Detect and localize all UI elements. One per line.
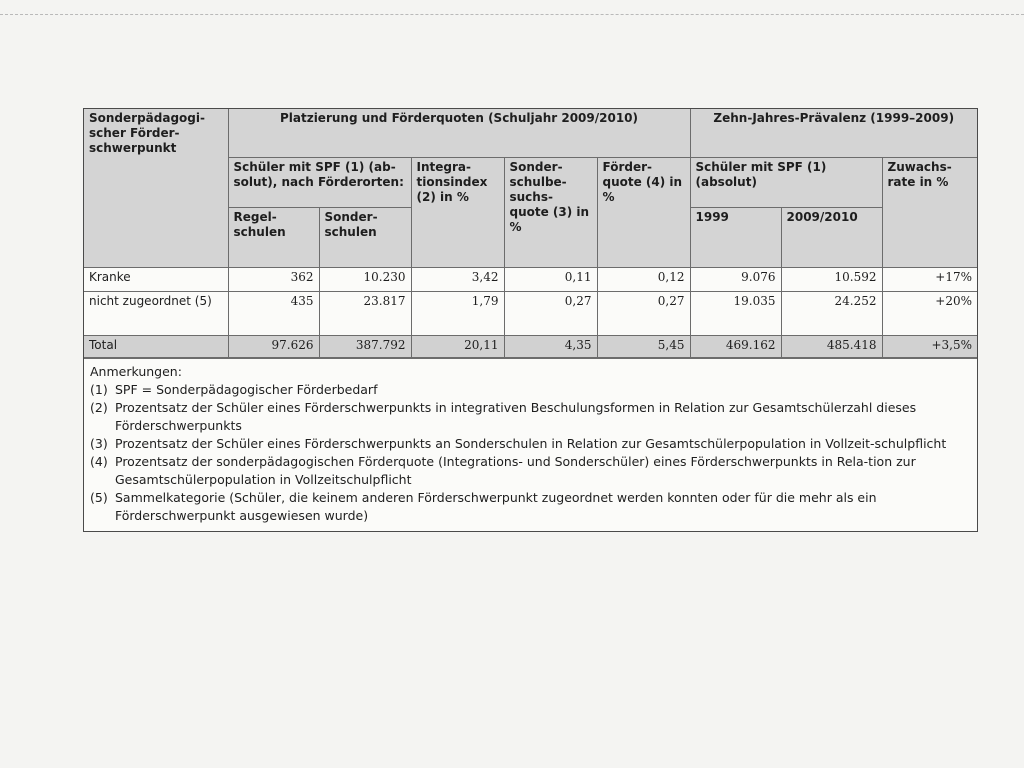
note-number: (4) xyxy=(90,453,108,469)
header-zuwachsrate: Zuwachs-rate in % xyxy=(882,157,977,267)
header-foerderquote: Förder-quote (4) in % xyxy=(597,157,690,267)
row-label: nicht zugeordnet (5) xyxy=(84,291,228,335)
note-text: SPF = Sonderpädagogischer Förderbedarf xyxy=(115,381,378,397)
cell-sonderschulen: 387.792 xyxy=(319,335,411,357)
note-number: (5) xyxy=(90,489,108,505)
header-year-1999: 1999 xyxy=(690,207,781,267)
note-item xyxy=(90,435,971,453)
header-platzierung: Platzierung und Förderquoten (Schuljahr 2009/2010) xyxy=(228,109,690,157)
cell-zuwachsrate: +3,5% xyxy=(882,335,977,357)
notes-list xyxy=(90,381,971,525)
cell-2009: 485.418 xyxy=(781,335,882,357)
note-item xyxy=(90,381,971,399)
header-year-2009: 2009/2010 xyxy=(781,207,882,267)
cell-sonderschulbesuchsquote: 0,27 xyxy=(504,291,597,335)
cell-zuwachsrate: +17% xyxy=(882,267,977,291)
note-text: Prozentsatz der Schüler eines Förderschwerpunkts an Sonderschulen in Relation zur Gesamtschülerpopulation in Vollzeit-schulpflicht xyxy=(115,435,947,451)
data-table xyxy=(84,109,977,358)
cell-2009: 10.592 xyxy=(781,267,882,291)
table-row xyxy=(84,267,977,291)
header-regelschulen: Regel-schulen xyxy=(228,207,319,267)
cell-regelschulen: 362 xyxy=(228,267,319,291)
cell-sonderschulbesuchsquote: 0,11 xyxy=(504,267,597,291)
note-text: Prozentsatz der sonderpädagogischen Förderquote (Integrations- und Sonderschüler) eines Förderschwerpunkts in Rela-tion zur Gesamtschülerpopulation in Vollzeitschulpflicht xyxy=(115,453,916,487)
cell-zuwachsrate: +20% xyxy=(882,291,977,335)
note-number: (3) xyxy=(90,435,108,451)
note-number: (1) xyxy=(90,381,108,397)
header-integrationsindex: Integra-tionsindex (2) in % xyxy=(411,157,504,267)
cell-regelschulen: 97.626 xyxy=(228,335,319,357)
note-text: Prozentsatz der Schüler eines Förderschwerpunkts in integrativen Beschulungsformen in Relation zur Gesamtschülerzahl dieses Förderschwerpunkts xyxy=(115,399,917,433)
cell-sonderschulen: 23.817 xyxy=(319,291,411,335)
cell-foerderquote: 5,45 xyxy=(597,335,690,357)
cell-sonderschulbesuchsquote: 4,35 xyxy=(504,335,597,357)
cell-1999: 19.035 xyxy=(690,291,781,335)
notes-title: Anmerkungen: xyxy=(90,363,182,379)
cell-foerderquote: 0,27 xyxy=(597,291,690,335)
note-item xyxy=(90,399,971,435)
table-row xyxy=(84,291,977,335)
cell-foerderquote: 0,12 xyxy=(597,267,690,291)
note-item xyxy=(90,489,971,525)
note-number: (2) xyxy=(90,399,108,415)
note-text: Sammelkategorie (Schüler, die keinem anderen Förderschwerpunkt zugeordnet werden konnten oder für die mehr als ein Förderschwerpunkt ausgewiesen wurde) xyxy=(115,489,877,523)
cell-sonderschulen: 10.230 xyxy=(319,267,411,291)
cell-1999: 9.076 xyxy=(690,267,781,291)
table-total-row xyxy=(84,335,977,357)
scan-edge-line xyxy=(0,14,1024,15)
header-schwerpunkt: Sonderpädagogi-scher Förder-schwerpunkt xyxy=(84,109,228,267)
cell-1999: 469.162 xyxy=(690,335,781,357)
row-label: Total xyxy=(84,335,228,357)
header-schueler-spf-absolut: Schüler mit SPF (1) (absolut) xyxy=(690,157,882,207)
cell-2009: 24.252 xyxy=(781,291,882,335)
header-sonderschulbesuchsquote: Sonder-schulbe-suchs-quote (3) in % xyxy=(504,157,597,267)
header-schueler-spf-orte: Schüler mit SPF (1) (ab-solut), nach Förderorten: xyxy=(228,157,411,207)
cell-integrationsindex: 3,42 xyxy=(411,267,504,291)
header-sonderschulen: Sonder-schulen xyxy=(319,207,411,267)
cell-integrationsindex: 1,79 xyxy=(411,291,504,335)
cell-integrationsindex: 20,11 xyxy=(411,335,504,357)
cell-regelschulen: 435 xyxy=(228,291,319,335)
document-table-figure xyxy=(83,108,978,532)
note-item xyxy=(90,453,971,489)
notes-section xyxy=(84,358,977,531)
row-label: Kranke xyxy=(84,267,228,291)
header-praevalenz: Zehn-Jahres-Prävalenz (1999–2009) xyxy=(690,109,977,157)
